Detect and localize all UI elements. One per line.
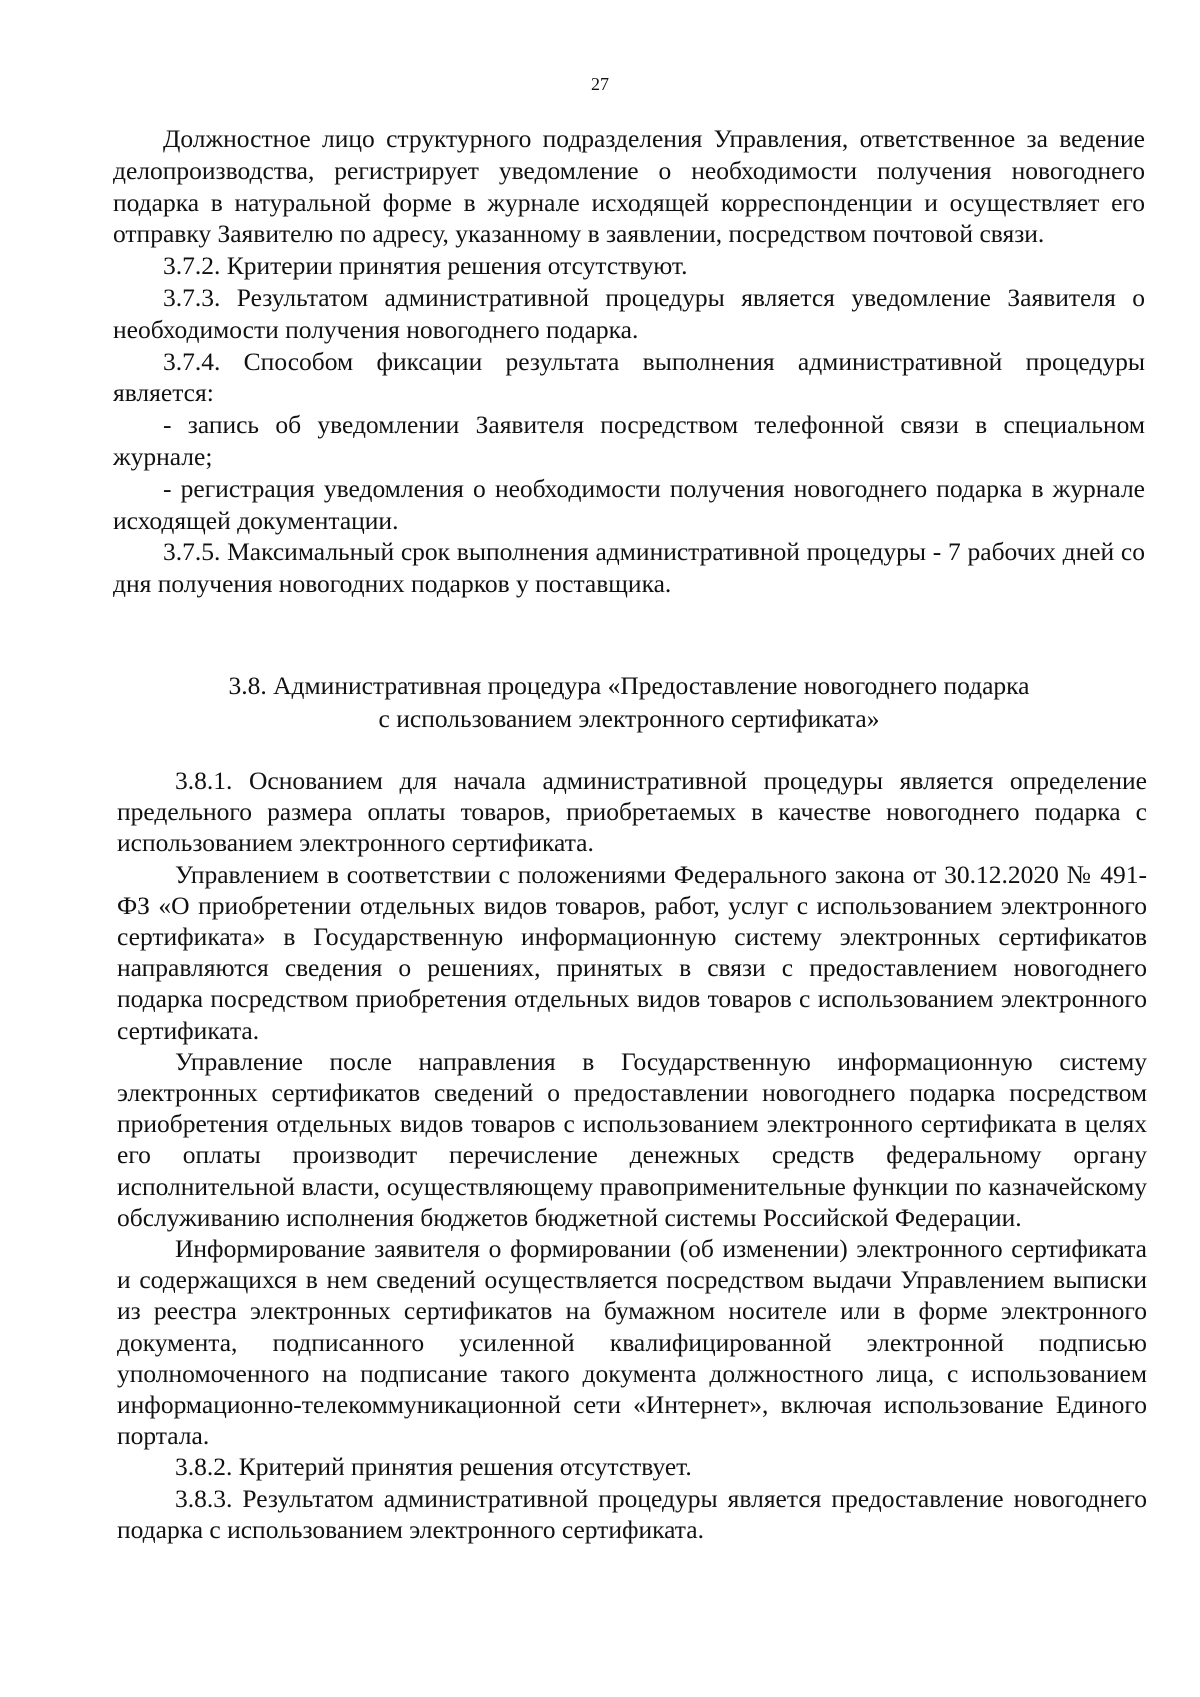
- paragraph-3-7-2: 3.7.2. Критерии принятия решения отсутствуют.: [163, 251, 688, 281]
- section-3-7-text: [113, 123, 1145, 600]
- section-3-8-heading: [113, 669, 1145, 735]
- list-item-phone-record: - запись об уведомлении Заявителя посредством телефонной связи в специальном журнале;: [113, 410, 1145, 471]
- paragraph-notification-registration: Должностное лицо структурного подразделения Управления, ответственное за ведение делопроизводства, регистрирует уведомление о необходимости получения новогоднего подарка в натуральной форме в журнале исходящей корреспонденции и осуществляет его отправку Заявителю по адресу, указанному в заявлении, посредством почтовой связи.: [113, 124, 1145, 249]
- paragraph-funds-transfer: Управление после направления в Государственную информационную систему электронных сертификатов сведений о предоставлении новогоднего подарка посредством приобретения отдельных видов товаров с использованием электронного сертификата в целях его оплаты производит перечисление денежных средств федеральному органу исполнительной власти, осуществляющему правоприменительные функции по казначейскому обслуживанию исполнения бюджетов бюджетной системы Российской Федерации.: [117, 1046, 1147, 1232]
- paragraph-3-8-1: 3.8.1. Основанием для начала административной процедуры является определение предельного размера оплаты товаров, приобретаемых в качестве новогоднего подарка с использованием электронного сертификата.: [117, 766, 1147, 858]
- section-3-8-text: [117, 765, 1147, 1545]
- heading-line-1: 3.8. Административная процедура «Предоставление новогоднего подарка: [228, 671, 1030, 700]
- list-item-outgoing-registration: - регистрация уведомления о необходимости получения новогоднего подарка в журнале исходящей документации.: [113, 473, 1145, 535]
- page-number: 27: [591, 74, 609, 94]
- paragraph-3-8-2: 3.8.2. Критерий принятия решения отсутствует.: [175, 1452, 692, 1482]
- paragraph-3-7-5: 3.7.5. Максимальный срок выполнения административной процедуры - 7 рабочих дней со дня получения новогодних подарков у поставщика.: [113, 537, 1145, 599]
- heading-line-2: с использованием электронного сертификата»: [378, 704, 880, 733]
- paragraph-3-8-3: 3.8.3. Результатом административной процедуры является предоставление новогоднего подарка с использованием электронного сертификата.: [117, 1483, 1147, 1544]
- paragraph-3-7-3: 3.7.3. Результатом административной процедуры является уведомление Заявителя о необходимости получения новогоднего подарка.: [113, 282, 1145, 344]
- paragraph-informing-applicant: Информирование заявителя о формировании (об изменении) электронного сертификата и содержащихся в нем сведений осуществляется посредством выдачи Управлением выписки из реестра электронных сертификатов на бумажном носителе или в форме электронного документа, подписанного усиленной квалифицированной электронной подписью уполномоченного на подписание такого документа должностного лица, с использованием информационно-телекоммуникационной сети «Интернет», включая использование Единого портала.: [117, 1234, 1147, 1451]
- paragraph-3-7-4: 3.7.4. Способом фиксации результата выполнения административной процедуры является:: [113, 346, 1145, 408]
- paragraph-federal-law: Управлением в соответствии с положениями Федерального закона от 30.12.2020 № 491-ФЗ «О приобретении отдельных видов товаров, работ, услуг с использованием электронного сертификата» в Государственную информационную систему электронных сертификатов направляются сведения о решениях, принятых в связи с предоставлением новогоднего подарка посредством приобретения отдельных видов товаров с использованием электронного сертификата.: [117, 859, 1147, 1045]
